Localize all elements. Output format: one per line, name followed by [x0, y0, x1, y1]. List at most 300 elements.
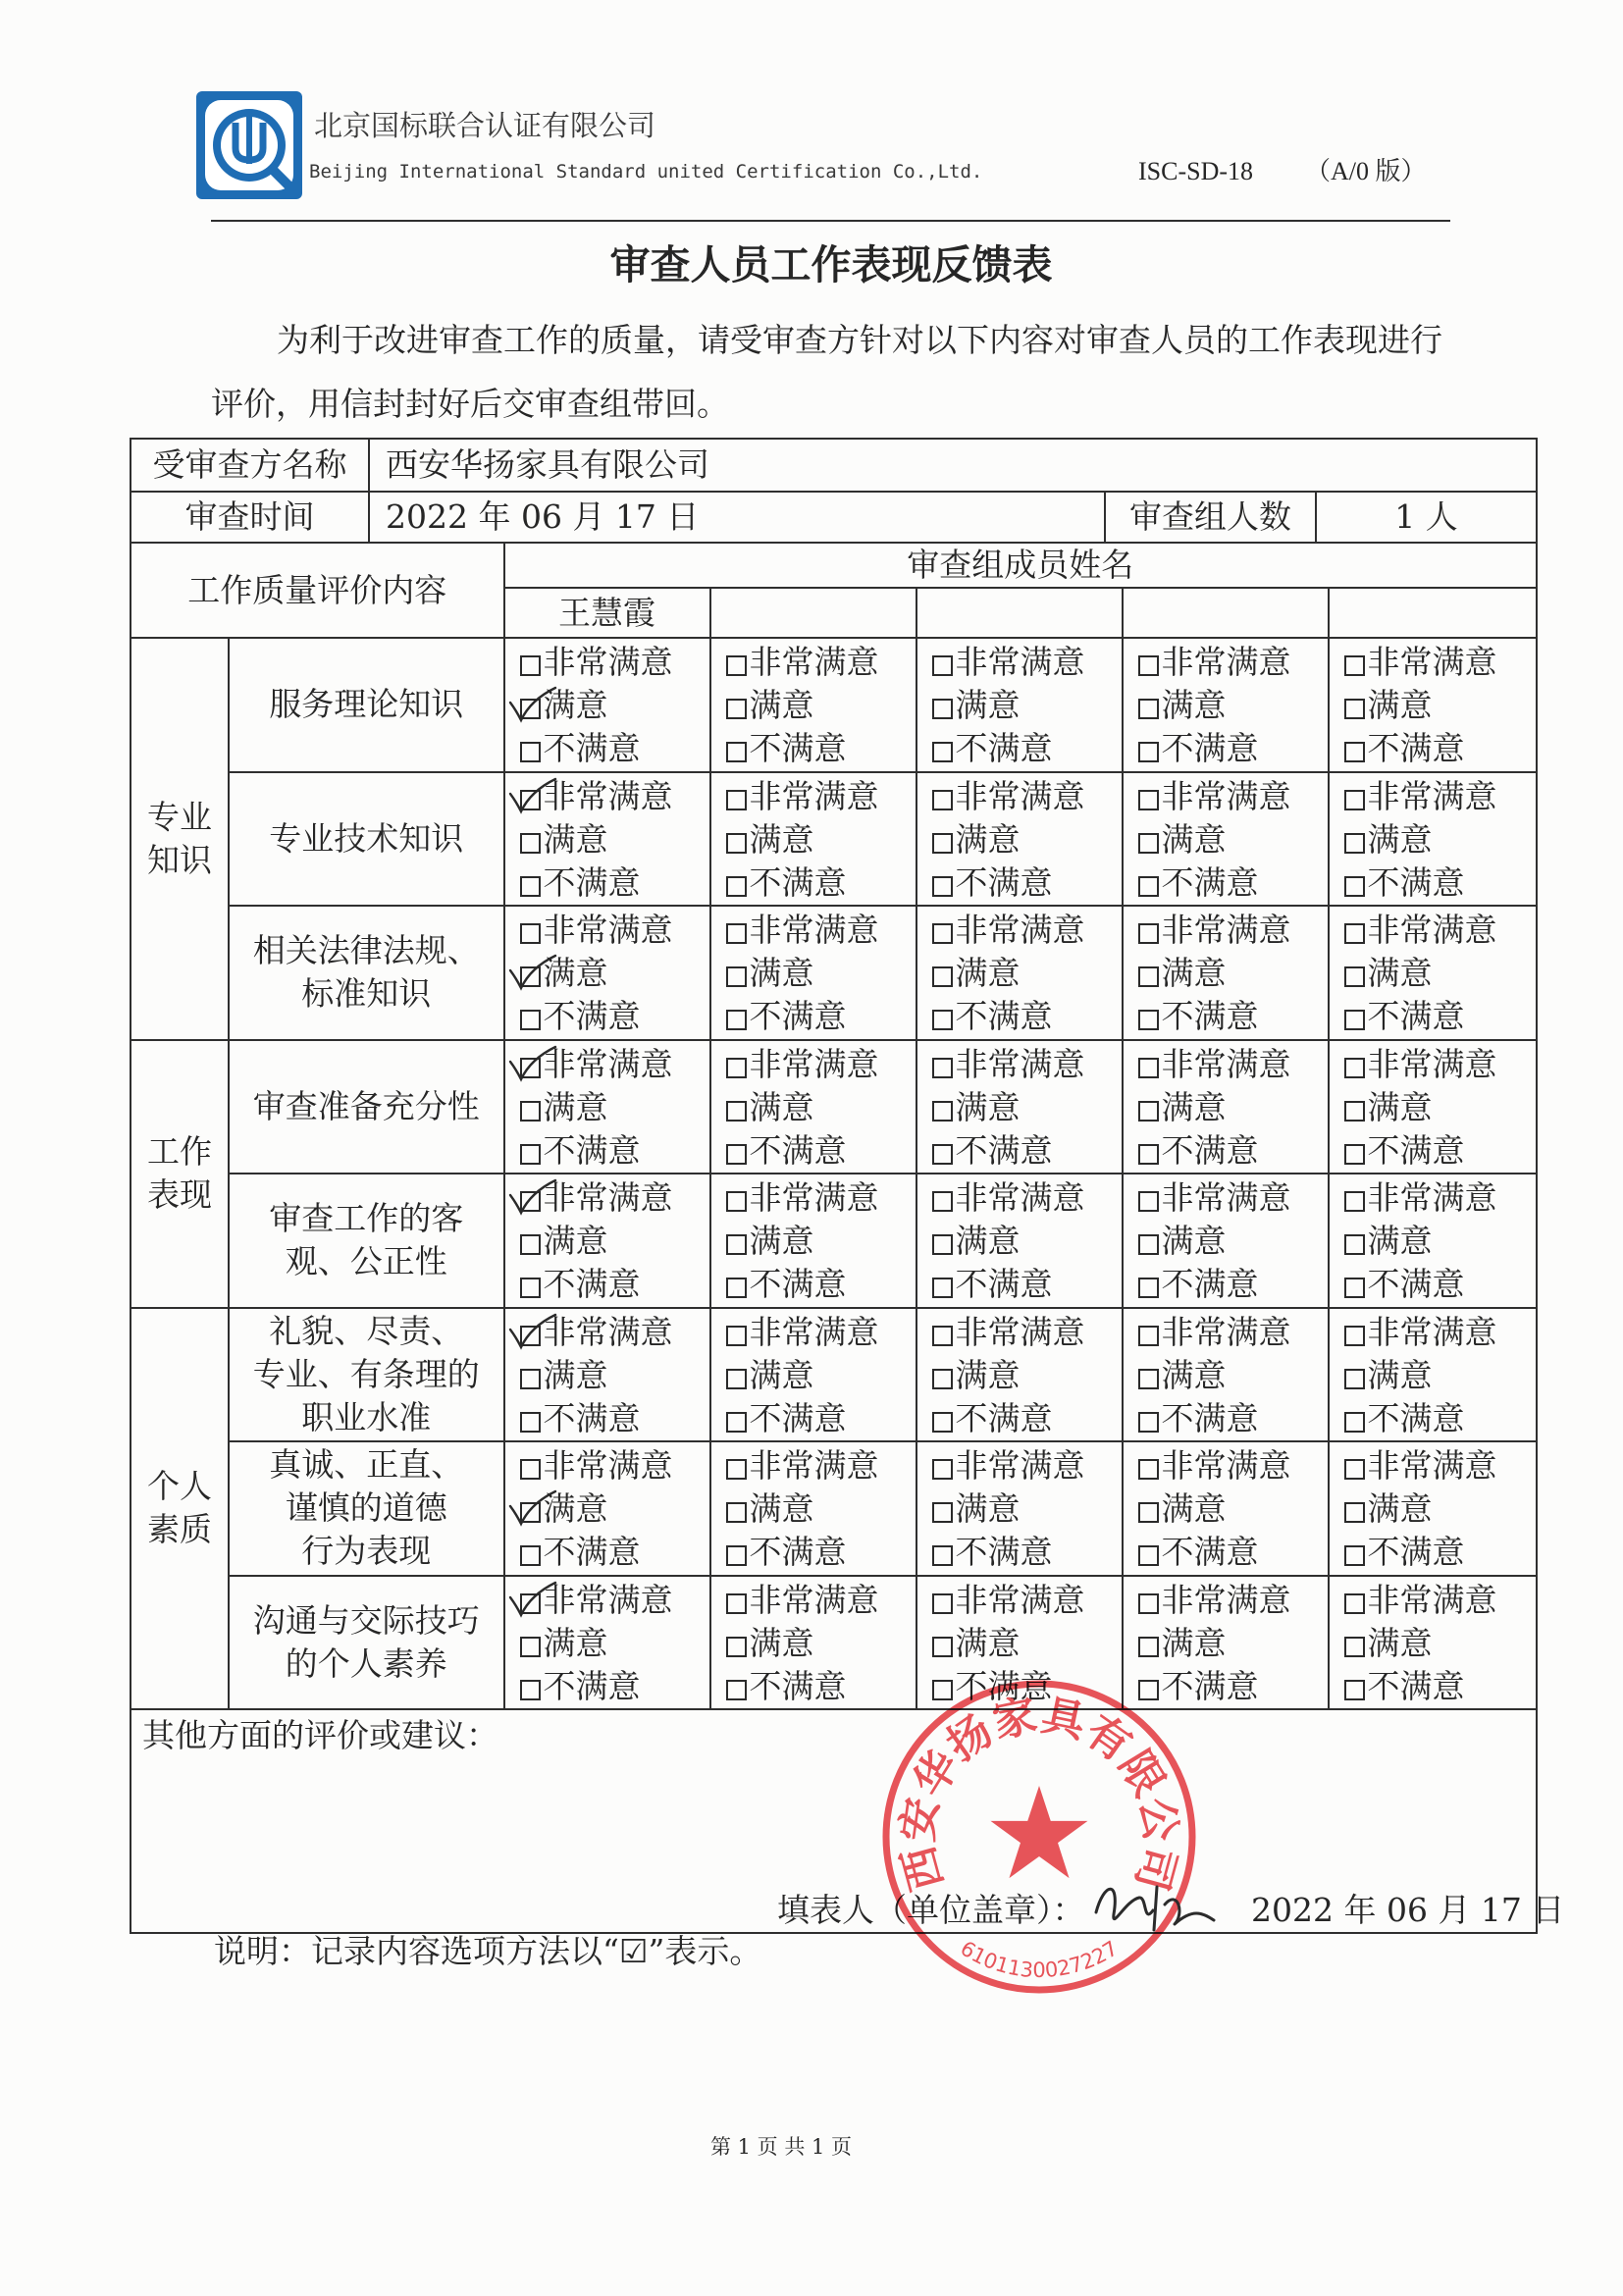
rating-cell — [1123, 1308, 1329, 1442]
option-label: 非常满意 — [543, 1580, 673, 1619]
option-satisfied — [932, 1086, 1122, 1129]
option-label: 满意 — [1161, 819, 1227, 859]
eval-row — [131, 1040, 1537, 1174]
checkbox — [1344, 1058, 1365, 1078]
rating-cell — [916, 1174, 1123, 1308]
option-satisfied — [726, 818, 916, 861]
check-mark-icon — [509, 1178, 558, 1220]
option-label: 满意 — [543, 1222, 608, 1260]
rating-cell — [1329, 1040, 1538, 1174]
checkbox-checked — [520, 1058, 541, 1078]
checkbox — [520, 1545, 541, 1566]
checkbox — [520, 1010, 541, 1030]
checkbox — [1138, 1234, 1159, 1255]
option-label: 满意 — [1161, 1623, 1227, 1662]
option-satisfied — [1344, 952, 1537, 995]
option-label: 满意 — [543, 819, 608, 859]
option-satisfied — [1138, 1354, 1328, 1397]
option-label: 满意 — [955, 1087, 1021, 1126]
checkbox — [932, 923, 953, 944]
option-label: 不满意 — [955, 729, 1053, 767]
option-satisfied — [1138, 1220, 1328, 1263]
criterion-label: 审查工作的客 — [269, 1199, 464, 1238]
option-very-satisfied — [520, 1176, 709, 1220]
option-unsatisfied — [1138, 1129, 1328, 1173]
option-label: 满意 — [749, 1623, 814, 1662]
member-name-empty — [710, 588, 916, 638]
criterion-label: 专业、有条理的 — [252, 1354, 480, 1393]
option-unsatisfied — [726, 1263, 916, 1306]
option-satisfied — [1344, 1487, 1537, 1531]
checkbox — [1138, 1010, 1159, 1030]
option-label: 满意 — [543, 1355, 608, 1394]
rating-cell — [504, 1174, 710, 1308]
rating-cell — [1123, 1040, 1329, 1174]
option-very-satisfied — [520, 1311, 709, 1354]
option-unsatisfied — [1138, 1397, 1328, 1440]
header-divider — [211, 220, 1450, 222]
checkbox — [1344, 1101, 1365, 1122]
document-version: （A/0 版） — [1305, 157, 1427, 185]
rating-cell — [710, 1308, 916, 1442]
option-very-satisfied — [1344, 641, 1537, 684]
option-label: 满意 — [1161, 686, 1227, 724]
checkbox — [1344, 876, 1365, 897]
checkbox — [1138, 1637, 1159, 1657]
check-mark-icon — [509, 686, 558, 727]
checkbox — [520, 1459, 541, 1480]
option-label: 满意 — [1161, 1087, 1227, 1126]
audit-date-value: 2022 年 06 月 17 日 — [369, 492, 1105, 543]
rating-cell — [1329, 906, 1538, 1040]
check-mark-icon — [509, 1045, 558, 1086]
checkbox-checked — [520, 1502, 541, 1523]
option-unsatisfied — [932, 1531, 1122, 1574]
option-label: 不满意 — [1367, 862, 1465, 902]
option-label: 不满意 — [1161, 1666, 1259, 1705]
comments-label: 其他方面的评价或建议： — [142, 1716, 498, 1754]
rating-cell — [1123, 906, 1329, 1040]
rating-cell — [1123, 1441, 1329, 1576]
option-very-satisfied — [520, 775, 709, 818]
option-label: 不满意 — [543, 862, 641, 902]
checkbox — [1138, 833, 1159, 854]
option-label: 满意 — [543, 1489, 608, 1528]
option-unsatisfied — [726, 1531, 916, 1574]
signer-label: 填表人（单位盖章）： — [777, 1891, 1085, 1929]
checkbox — [932, 1412, 953, 1433]
option-satisfied — [726, 1220, 916, 1263]
checkbox — [1344, 790, 1365, 810]
option-satisfied — [1344, 1622, 1537, 1665]
option-label: 非常满意 — [1161, 1446, 1291, 1485]
checkbox — [1344, 1593, 1365, 1614]
option-very-satisfied — [1138, 1043, 1328, 1086]
option-very-satisfied — [726, 1043, 916, 1086]
checkbox — [726, 1593, 747, 1614]
checkbox — [520, 833, 541, 854]
option-label: 满意 — [955, 1222, 1021, 1260]
checkbox — [1138, 1593, 1159, 1614]
eval-row — [131, 1308, 1537, 1442]
checkbox-checked — [520, 699, 541, 719]
page-title: 审查人员工作表现反馈表 — [609, 241, 1053, 288]
option-very-satisfied — [1138, 909, 1328, 952]
option-unsatisfied — [726, 727, 916, 770]
option-label: 满意 — [1367, 686, 1433, 724]
rating-cell — [916, 1040, 1123, 1174]
option-satisfied — [726, 952, 916, 995]
option-label: 满意 — [749, 954, 814, 992]
checkbox — [932, 1101, 953, 1122]
option-satisfied — [1138, 684, 1328, 727]
checkbox — [932, 699, 953, 719]
rating-cell — [710, 906, 916, 1040]
option-very-satisfied — [726, 1176, 916, 1220]
audit-date-label: 审查时间 — [131, 492, 369, 543]
option-label: 非常满意 — [543, 776, 673, 815]
option-unsatisfied — [1138, 861, 1328, 905]
option-satisfied — [932, 1622, 1122, 1665]
checkbox-checked — [520, 790, 541, 810]
checkbox — [726, 1278, 747, 1298]
option-satisfied — [520, 1354, 709, 1397]
option-label: 非常满意 — [543, 1312, 673, 1351]
category-cell — [131, 638, 229, 1040]
checkbox-checked — [520, 1326, 541, 1346]
checkbox — [726, 1459, 747, 1480]
option-unsatisfied — [1344, 995, 1537, 1038]
seal-company-name: 西安华扬家具有限公司 — [892, 1690, 1186, 1897]
checkbox — [520, 1680, 541, 1700]
option-very-satisfied — [520, 1444, 709, 1487]
feedback-form — [130, 438, 1565, 1934]
option-unsatisfied — [1344, 1397, 1537, 1440]
option-label: 满意 — [1161, 1355, 1227, 1394]
check-mark-icon — [509, 1313, 558, 1354]
option-label: 不满意 — [1161, 997, 1259, 1035]
option-satisfied — [932, 1220, 1122, 1263]
option-label: 不满意 — [749, 729, 847, 767]
option-label: 不满意 — [1161, 1130, 1259, 1170]
rating-cell — [504, 906, 710, 1040]
option-label: 非常满意 — [543, 1178, 673, 1217]
checkbox — [1138, 1144, 1159, 1165]
auditee-row — [131, 439, 1537, 492]
company-name-cn: 北京国标联合认证有限公司 — [314, 109, 656, 142]
checkbox — [932, 1058, 953, 1078]
option-label: 不满意 — [955, 1533, 1053, 1571]
criterion-cell — [229, 906, 504, 1040]
option-label: 满意 — [1161, 1222, 1227, 1260]
option-unsatisfied — [520, 1665, 709, 1708]
option-label: 满意 — [955, 1355, 1021, 1394]
rating-cell — [916, 638, 1123, 772]
option-very-satisfied — [1344, 1444, 1537, 1487]
page-number: 第 1 页 共 1 页 — [709, 2135, 853, 2159]
checkbox — [1344, 833, 1365, 854]
option-satisfied — [932, 952, 1122, 995]
member-name-empty — [916, 588, 1123, 638]
category-label: 素质 — [147, 1510, 212, 1549]
option-label: 非常满意 — [1367, 1312, 1497, 1351]
option-label: 不满意 — [955, 1265, 1053, 1303]
checkbox — [726, 790, 747, 810]
checkbox — [726, 655, 747, 676]
comment-section — [131, 1709, 1565, 1933]
criterion-label: 沟通与交际技巧 — [252, 1600, 480, 1640]
option-label: 非常满意 — [1161, 776, 1291, 815]
option-label: 不满意 — [543, 1265, 641, 1303]
option-satisfied — [520, 1487, 709, 1531]
category-label: 工作 — [147, 1132, 212, 1171]
option-unsatisfied — [932, 1129, 1122, 1173]
check-mark-icon — [509, 777, 558, 818]
option-label: 不满意 — [1161, 862, 1259, 902]
checkbox — [726, 1191, 747, 1212]
checkbox — [1344, 1369, 1365, 1389]
option-very-satisfied — [932, 775, 1122, 818]
checkbox — [726, 1101, 747, 1122]
checkbox — [1344, 1010, 1365, 1030]
option-unsatisfied — [932, 1397, 1122, 1440]
option-label: 满意 — [1161, 1489, 1227, 1528]
option-label: 满意 — [1367, 1355, 1433, 1394]
team-size-value: 1 人 — [1316, 492, 1537, 543]
rating-cell — [1329, 1174, 1538, 1308]
checkbox — [520, 1278, 541, 1298]
info-table — [130, 438, 1538, 544]
category-cell — [131, 1040, 229, 1308]
checkbox — [1344, 1502, 1365, 1523]
option-satisfied — [520, 1622, 709, 1665]
option-very-satisfied — [1344, 1311, 1537, 1354]
checkbox — [1138, 876, 1159, 897]
checkbox — [726, 833, 747, 854]
checkbox — [1344, 1144, 1365, 1165]
option-very-satisfied — [520, 1043, 709, 1086]
intro-line-1: 为利于改进审查工作的质量，请受审查方针对以下内容对审查人员的工作表现进行 — [277, 321, 1442, 359]
checkbox-checked — [520, 1191, 541, 1212]
option-very-satisfied — [932, 1176, 1122, 1220]
checkbox — [726, 1412, 747, 1433]
option-label: 非常满意 — [1367, 911, 1497, 949]
eval-row — [131, 1441, 1537, 1576]
evaluation-table — [130, 544, 1565, 1934]
option-unsatisfied — [1138, 1531, 1328, 1574]
checkbox — [1344, 1234, 1365, 1255]
option-label: 非常满意 — [955, 1580, 1085, 1619]
criterion-label: 真诚、正直、 — [269, 1445, 464, 1485]
checkbox — [932, 966, 953, 987]
option-label: 非常满意 — [955, 911, 1085, 949]
team-members-header: 审查组成员姓名 — [504, 544, 1538, 588]
checkbox — [1138, 1459, 1159, 1480]
option-unsatisfied — [1344, 727, 1537, 770]
option-unsatisfied — [1344, 1129, 1537, 1173]
checkbox — [726, 1369, 747, 1389]
checkbox — [726, 1144, 747, 1165]
rating-cell — [504, 1308, 710, 1442]
checkbox — [932, 1326, 953, 1346]
checkbox — [932, 1010, 953, 1030]
option-label: 非常满意 — [543, 1044, 673, 1083]
option-label: 非常满意 — [749, 1580, 879, 1619]
option-very-satisfied — [726, 1311, 916, 1354]
checkbox — [1344, 1278, 1365, 1298]
audit-info-row — [131, 492, 1537, 543]
option-label: 满意 — [1367, 1623, 1433, 1662]
option-label: 非常满意 — [749, 1044, 879, 1083]
option-unsatisfied — [520, 727, 709, 770]
option-label: 满意 — [1367, 1489, 1433, 1528]
checkbox — [1344, 923, 1365, 944]
option-satisfied — [520, 818, 709, 861]
rating-cell — [916, 772, 1123, 907]
option-label: 非常满意 — [955, 1312, 1085, 1351]
option-label: 不满意 — [1161, 1533, 1259, 1571]
checkbox — [1344, 699, 1365, 719]
criterion-label: 相关法律法规、 — [252, 931, 480, 970]
checkbox — [520, 1637, 541, 1657]
checkbox — [932, 742, 953, 762]
rating-cell — [1329, 772, 1538, 907]
option-very-satisfied — [1138, 1311, 1328, 1354]
checkbox — [1138, 966, 1159, 987]
option-satisfied — [520, 1086, 709, 1129]
criterion-label: 专业技术知识 — [269, 818, 464, 858]
option-very-satisfied — [1344, 1579, 1537, 1622]
option-label: 非常满意 — [543, 643, 673, 681]
option-unsatisfied — [726, 1129, 916, 1173]
checkbox — [1344, 1412, 1365, 1433]
eval-row — [131, 1576, 1537, 1710]
option-label: 非常满意 — [955, 1446, 1085, 1485]
checkbox — [1138, 1191, 1159, 1212]
checkbox — [726, 923, 747, 944]
eval-row — [131, 1174, 1537, 1308]
option-label: 不满意 — [1367, 1666, 1465, 1705]
checkbox — [932, 1637, 953, 1657]
rating-cell — [916, 906, 1123, 1040]
criterion-label: 行为表现 — [301, 1532, 432, 1571]
rating-cell — [504, 1441, 710, 1576]
category-label: 个人 — [147, 1467, 212, 1506]
rating-cell — [1329, 1576, 1538, 1710]
checkbox — [1344, 1191, 1365, 1212]
check-mark-icon — [509, 1581, 558, 1622]
option-unsatisfied — [1344, 1531, 1537, 1574]
option-label: 满意 — [543, 954, 608, 992]
seal-code: 6101130027227 — [956, 1936, 1123, 1983]
option-label: 非常满意 — [1161, 643, 1291, 681]
criterion-cell — [229, 772, 504, 907]
option-unsatisfied — [1138, 1263, 1328, 1306]
option-unsatisfied — [520, 995, 709, 1038]
handwritten-signature — [1084, 1869, 1222, 1943]
checkbox — [520, 1369, 541, 1389]
option-label: 满意 — [1367, 819, 1433, 859]
option-very-satisfied — [1344, 1176, 1537, 1220]
option-label: 不满意 — [1161, 1398, 1259, 1437]
option-label: 不满意 — [1367, 997, 1465, 1035]
option-very-satisfied — [520, 641, 709, 684]
option-label: 非常满意 — [1367, 776, 1497, 815]
criterion-label: 职业水准 — [301, 1397, 432, 1436]
evaluation-content-header: 工作质量评价内容 — [131, 544, 504, 638]
option-unsatisfied — [726, 861, 916, 905]
checkbox — [726, 1010, 747, 1030]
checkbox — [1344, 655, 1365, 676]
member-name-empty — [1123, 588, 1329, 638]
option-satisfied — [932, 1487, 1122, 1531]
document-code: ISC-SD-18 — [1138, 157, 1254, 185]
option-label: 不满意 — [1161, 729, 1259, 767]
option-label: 非常满意 — [1367, 1044, 1497, 1083]
option-label: 满意 — [955, 1623, 1021, 1662]
option-satisfied — [1344, 1354, 1537, 1397]
checkbox — [726, 1502, 747, 1523]
criterion-label: 谨慎的道德 — [285, 1488, 447, 1528]
option-very-satisfied — [726, 641, 916, 684]
checkbox — [932, 790, 953, 810]
option-unsatisfied — [520, 861, 709, 905]
option-unsatisfied — [520, 1263, 709, 1306]
eval-row — [131, 906, 1537, 1040]
option-satisfied — [520, 952, 709, 995]
auditee-label: 受审查方名称 — [131, 439, 369, 492]
checkbox — [932, 1369, 953, 1389]
checkbox — [520, 742, 541, 762]
rating-cell — [710, 772, 916, 907]
company-name-en: Beijing International Standard united Certification Co.,Ltd. — [309, 161, 983, 183]
option-satisfied — [1344, 1086, 1537, 1129]
checkbox — [1138, 1545, 1159, 1566]
rating-cell — [1123, 638, 1329, 772]
option-satisfied — [726, 684, 916, 727]
option-label: 非常满意 — [1367, 643, 1497, 681]
option-label: 满意 — [749, 686, 814, 724]
checkbox — [520, 655, 541, 676]
checkbox — [932, 1191, 953, 1212]
checkbox — [932, 1502, 953, 1523]
option-label: 非常满意 — [749, 643, 879, 681]
option-label: 不满意 — [1367, 1533, 1465, 1571]
checkbox — [726, 1545, 747, 1566]
criterion-label: 的个人素养 — [285, 1644, 447, 1683]
checkbox — [1344, 966, 1365, 987]
checkbox — [520, 1234, 541, 1255]
check-mark-icon — [509, 1489, 558, 1531]
checkbox — [1344, 742, 1365, 762]
evaluation-rows — [131, 638, 1537, 1709]
option-label: 不满意 — [543, 997, 641, 1035]
criterion-cell — [229, 1308, 504, 1442]
rating-cell — [710, 1441, 916, 1576]
option-unsatisfied — [520, 1397, 709, 1440]
checkbox — [726, 1234, 747, 1255]
option-very-satisfied — [1138, 775, 1328, 818]
option-satisfied — [932, 684, 1122, 727]
option-label: 不满意 — [955, 1130, 1053, 1170]
intro-line-2: 评价，用信封封好后交审查组带回。 — [211, 385, 729, 423]
option-very-satisfied — [520, 1579, 709, 1622]
company-seal — [872, 1670, 1206, 2004]
rating-cell — [1329, 1308, 1538, 1442]
option-unsatisfied — [726, 995, 916, 1038]
option-very-satisfied — [1138, 641, 1328, 684]
auditee-value: 西安华扬家具有限公司 — [369, 439, 1537, 492]
